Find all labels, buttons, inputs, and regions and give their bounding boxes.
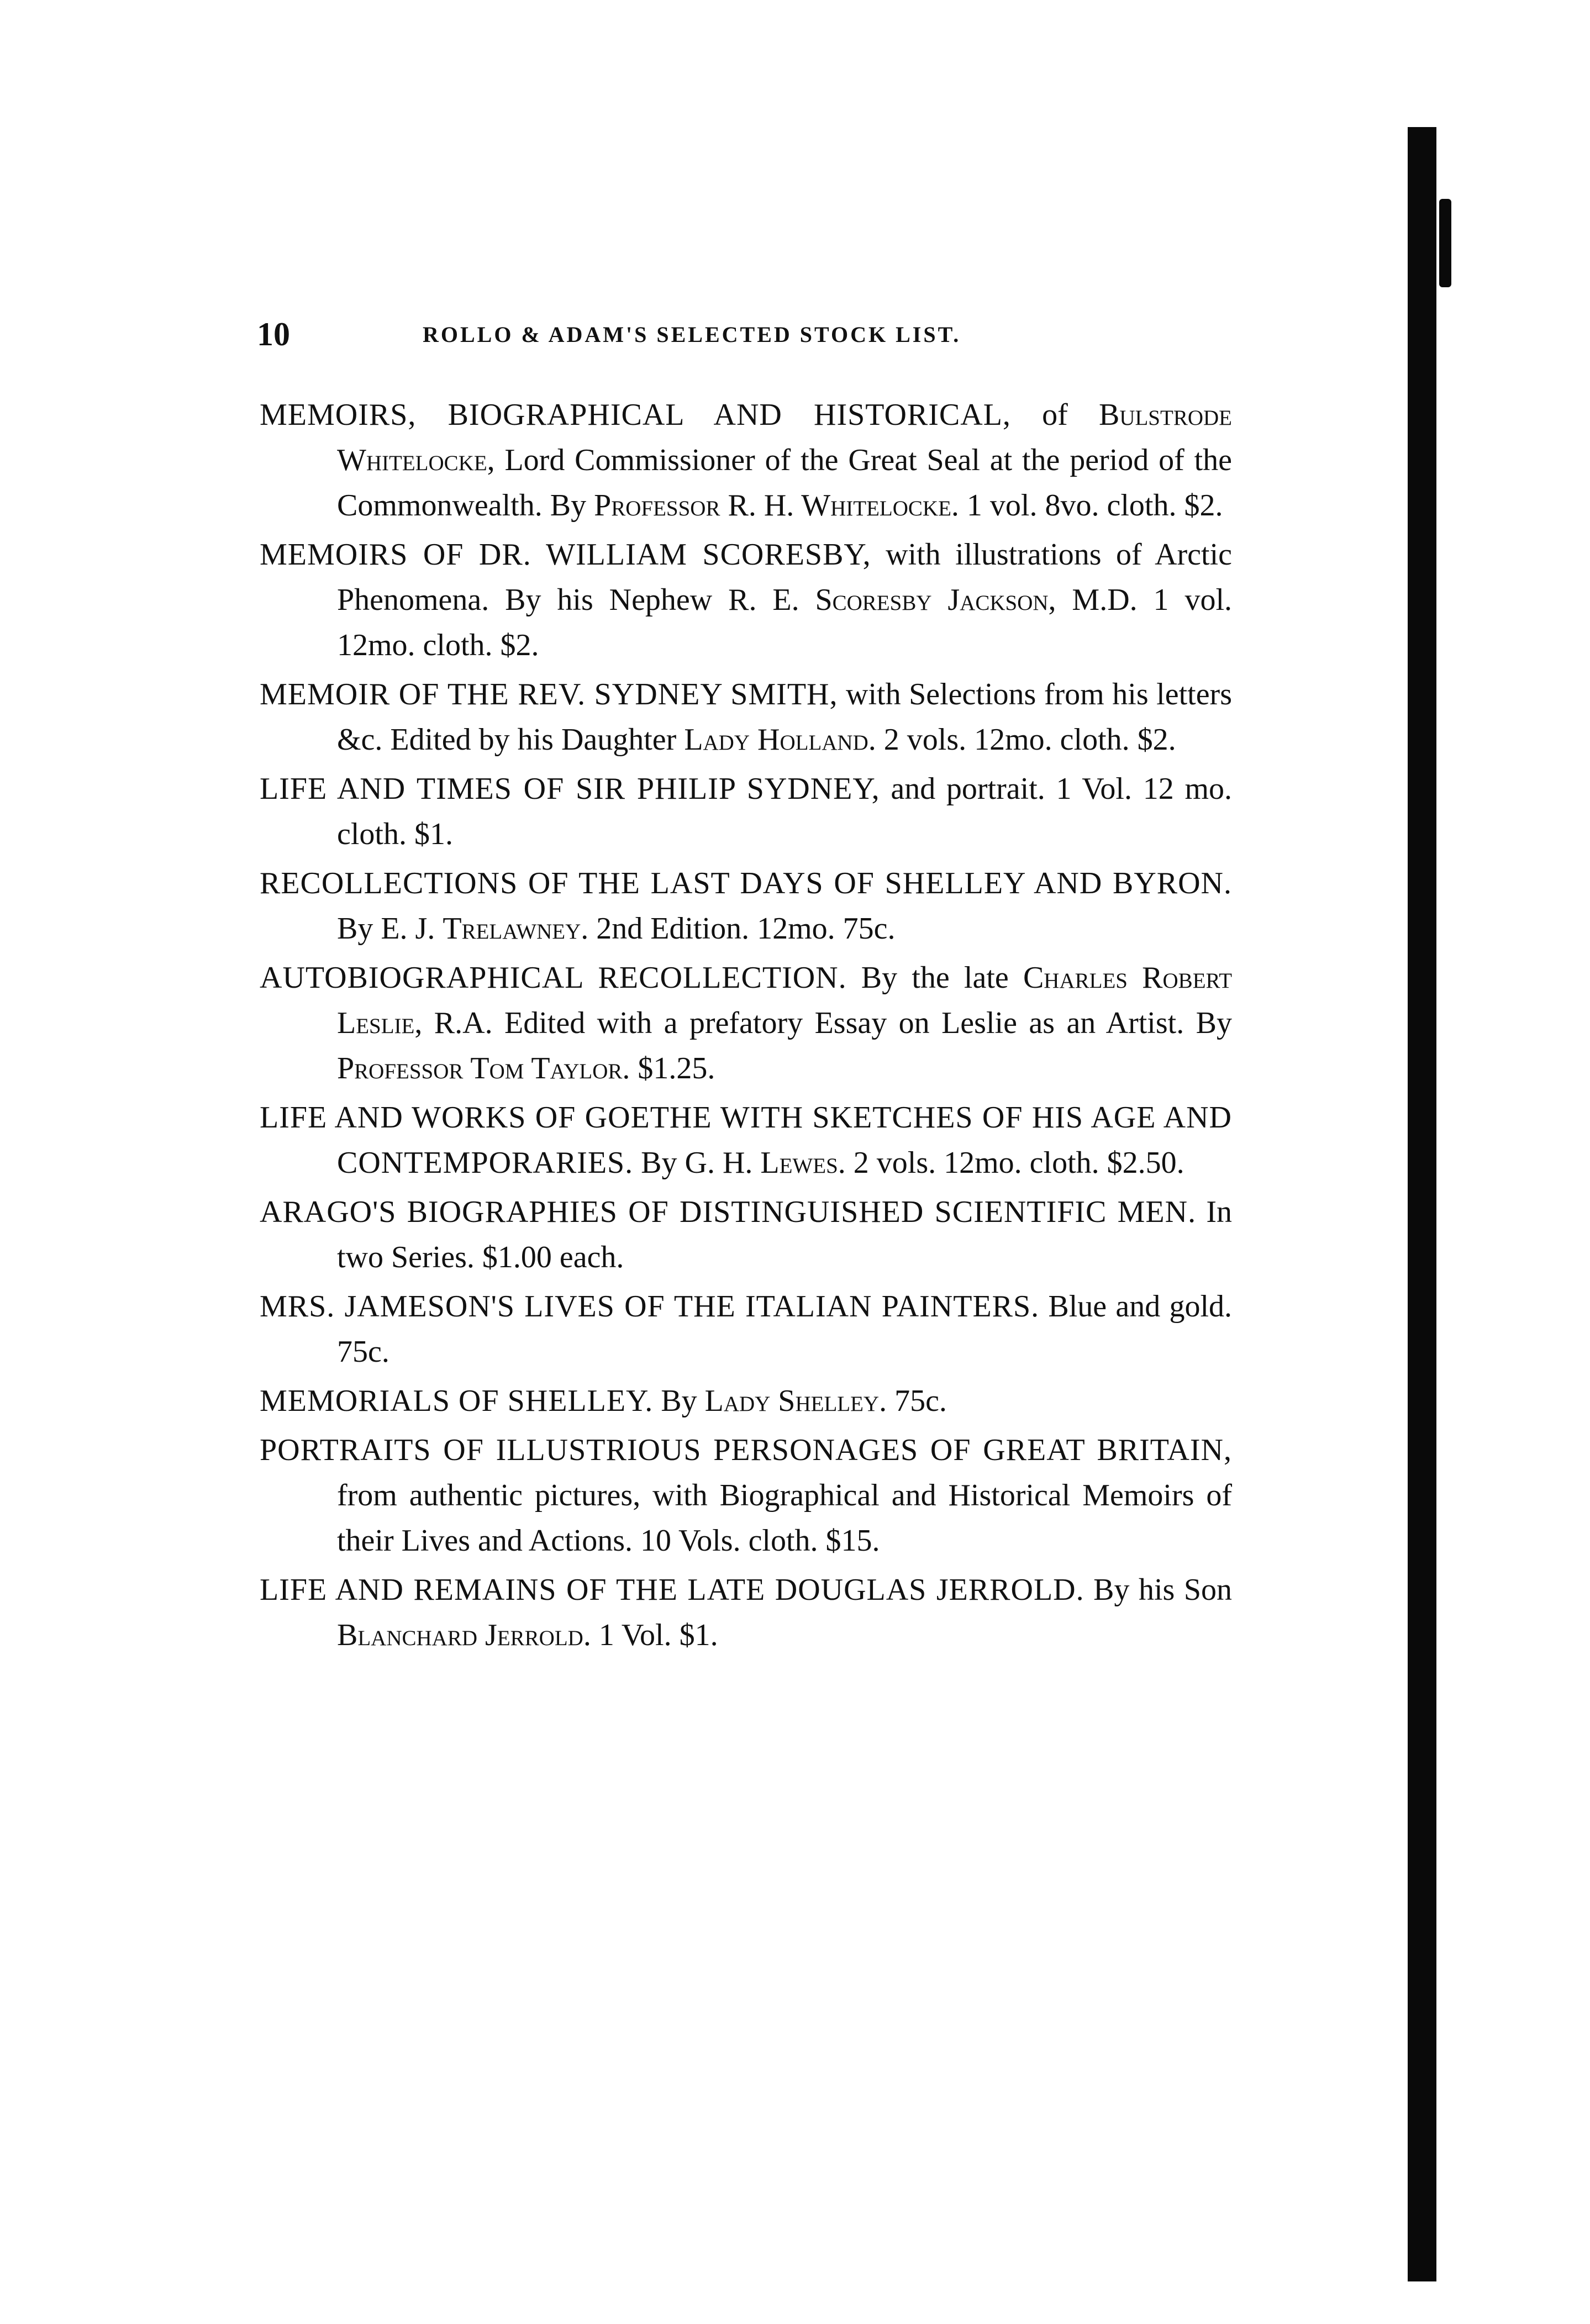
- entry-text: By E. J.: [337, 911, 443, 946]
- entry-name: Blanchard Jerrold: [337, 1618, 583, 1652]
- catalogue-entry: [260, 672, 1232, 762]
- entry-text: By the late: [846, 961, 1023, 995]
- entry-name: Lady Holland: [684, 723, 868, 757]
- catalogue-entry: [260, 392, 1232, 528]
- entry-title: AUTOBIOGRAPHICAL RECOLLECTION.: [260, 961, 847, 995]
- scan-edge-shadow: [1408, 127, 1436, 2281]
- entry-text: , Lord Commissioner of the Great Seal at the period of the Commonwealth. By: [337, 443, 1232, 523]
- entry-text: . 75c.: [879, 1384, 947, 1418]
- catalogue-entry: [260, 766, 1232, 857]
- entry-text: of: [1010, 398, 1099, 432]
- stock-list: [260, 392, 1232, 1662]
- entry-title: LIFE AND REMAINS OF THE LATE DOUGLAS JERROLD.: [260, 1573, 1084, 1607]
- catalogue-entry: [260, 955, 1232, 1091]
- entry-text: , R.A. Edited with a prefatory Essay on Leslie as an Artist. By: [414, 1006, 1232, 1040]
- entry-title: LIFE AND TIMES OF SIR PHILIP SYDNEY,: [260, 772, 880, 806]
- catalogue-entry: [260, 1189, 1232, 1280]
- entry-name: Professor R. H. Whitelocke: [594, 488, 951, 523]
- entry-title: RECOLLECTIONS OF THE LAST DAYS OF SHELLEY AND BYRON.: [260, 866, 1232, 900]
- page-header: [257, 312, 1229, 356]
- page-number: 10: [257, 316, 290, 352]
- scan-edge-notch: [1439, 199, 1451, 287]
- entry-text: By G. H.: [633, 1146, 761, 1180]
- entry-text: with Selections from his letters &c. Edited by his Daughter: [337, 677, 1232, 757]
- catalogue-entry: [260, 532, 1232, 668]
- catalogue-entry: [260, 1095, 1232, 1185]
- entry-text: In two Series. $1.00 each.: [337, 1195, 1232, 1274]
- entry-title: MRS. JAMESON'S LIVES OF THE ITALIAN PAINTERS.: [260, 1289, 1040, 1324]
- entry-title: MEMOIRS OF DR. WILLIAM SCORESBY,: [260, 537, 871, 572]
- entry-text: By his Son: [1084, 1573, 1232, 1607]
- catalogue-entry: [260, 1284, 1232, 1374]
- entry-title: PORTRAITS OF ILLUSTRIOUS PERSONAGES OF GREAT BRITAIN,: [260, 1433, 1232, 1467]
- entry-text: , M.D. 1 vol. 12mo. cloth. $2.: [337, 583, 1233, 662]
- running-head: ROLLO & ADAM'S SELECTED STOCK LIST.: [423, 322, 961, 347]
- entry-name: Bulstrode Whitelocke: [337, 398, 1232, 477]
- entry-title: LIFE AND WORKS OF GOETHE WITH SKETCHES OF HIS AGE AND CONTEMPORARIES.: [260, 1100, 1232, 1180]
- entry-text: with illustrations of Arctic Phenomena. By his Nephew R. E.: [337, 537, 1232, 617]
- entry-text: . 2nd Edition. 12mo. 75c.: [581, 911, 896, 946]
- entry-text: Blue and gold. 75c.: [337, 1289, 1233, 1369]
- entry-text: By: [653, 1384, 705, 1418]
- entry-title: MEMOIR OF THE REV. SYDNEY SMITH,: [260, 677, 838, 712]
- entry-name: Scoresby Jackson: [815, 583, 1049, 617]
- entry-title: ARAGO'S BIOGRAPHIES OF DISTINGUISHED SCIENTIFIC MEN.: [260, 1195, 1197, 1229]
- entry-name: Lady Shelley: [704, 1384, 880, 1418]
- catalogue-entry: [260, 861, 1232, 951]
- catalogue-entry: [260, 1378, 1232, 1424]
- entry-text: . 2 vols. 12mo. cloth. $2.: [868, 723, 1176, 757]
- entry-name: Trelawney: [443, 911, 581, 946]
- entry-name: Charles Robert Leslie: [337, 961, 1233, 1040]
- entry-title: MEMORIALS OF SHELLEY.: [260, 1384, 654, 1418]
- entry-text: . 1 vol. 8vo. cloth. $2.: [951, 488, 1223, 523]
- entry-name: Professor Tom Taylor: [337, 1051, 623, 1085]
- entry-title: MEMOIRS, BIOGRAPHICAL AND HISTORICAL,: [260, 398, 1011, 432]
- entry-name: Lewes: [760, 1146, 838, 1180]
- entry-text: from authentic pictures, with Biographical and Historical Memoirs of their Lives and Actions. 10 Vols. cloth. $15.: [337, 1478, 1232, 1558]
- catalogue-entry: [260, 1427, 1232, 1563]
- entry-text: . 1 Vol. $1.: [583, 1618, 718, 1652]
- entry-text: . 2 vols. 12mo. cloth. $2.50.: [838, 1146, 1184, 1180]
- catalogue-entry: [260, 1567, 1232, 1658]
- entry-text: . $1.25.: [622, 1051, 715, 1085]
- entry-text: and portrait. 1 Vol. 12 mo. cloth. $1.: [337, 772, 1233, 851]
